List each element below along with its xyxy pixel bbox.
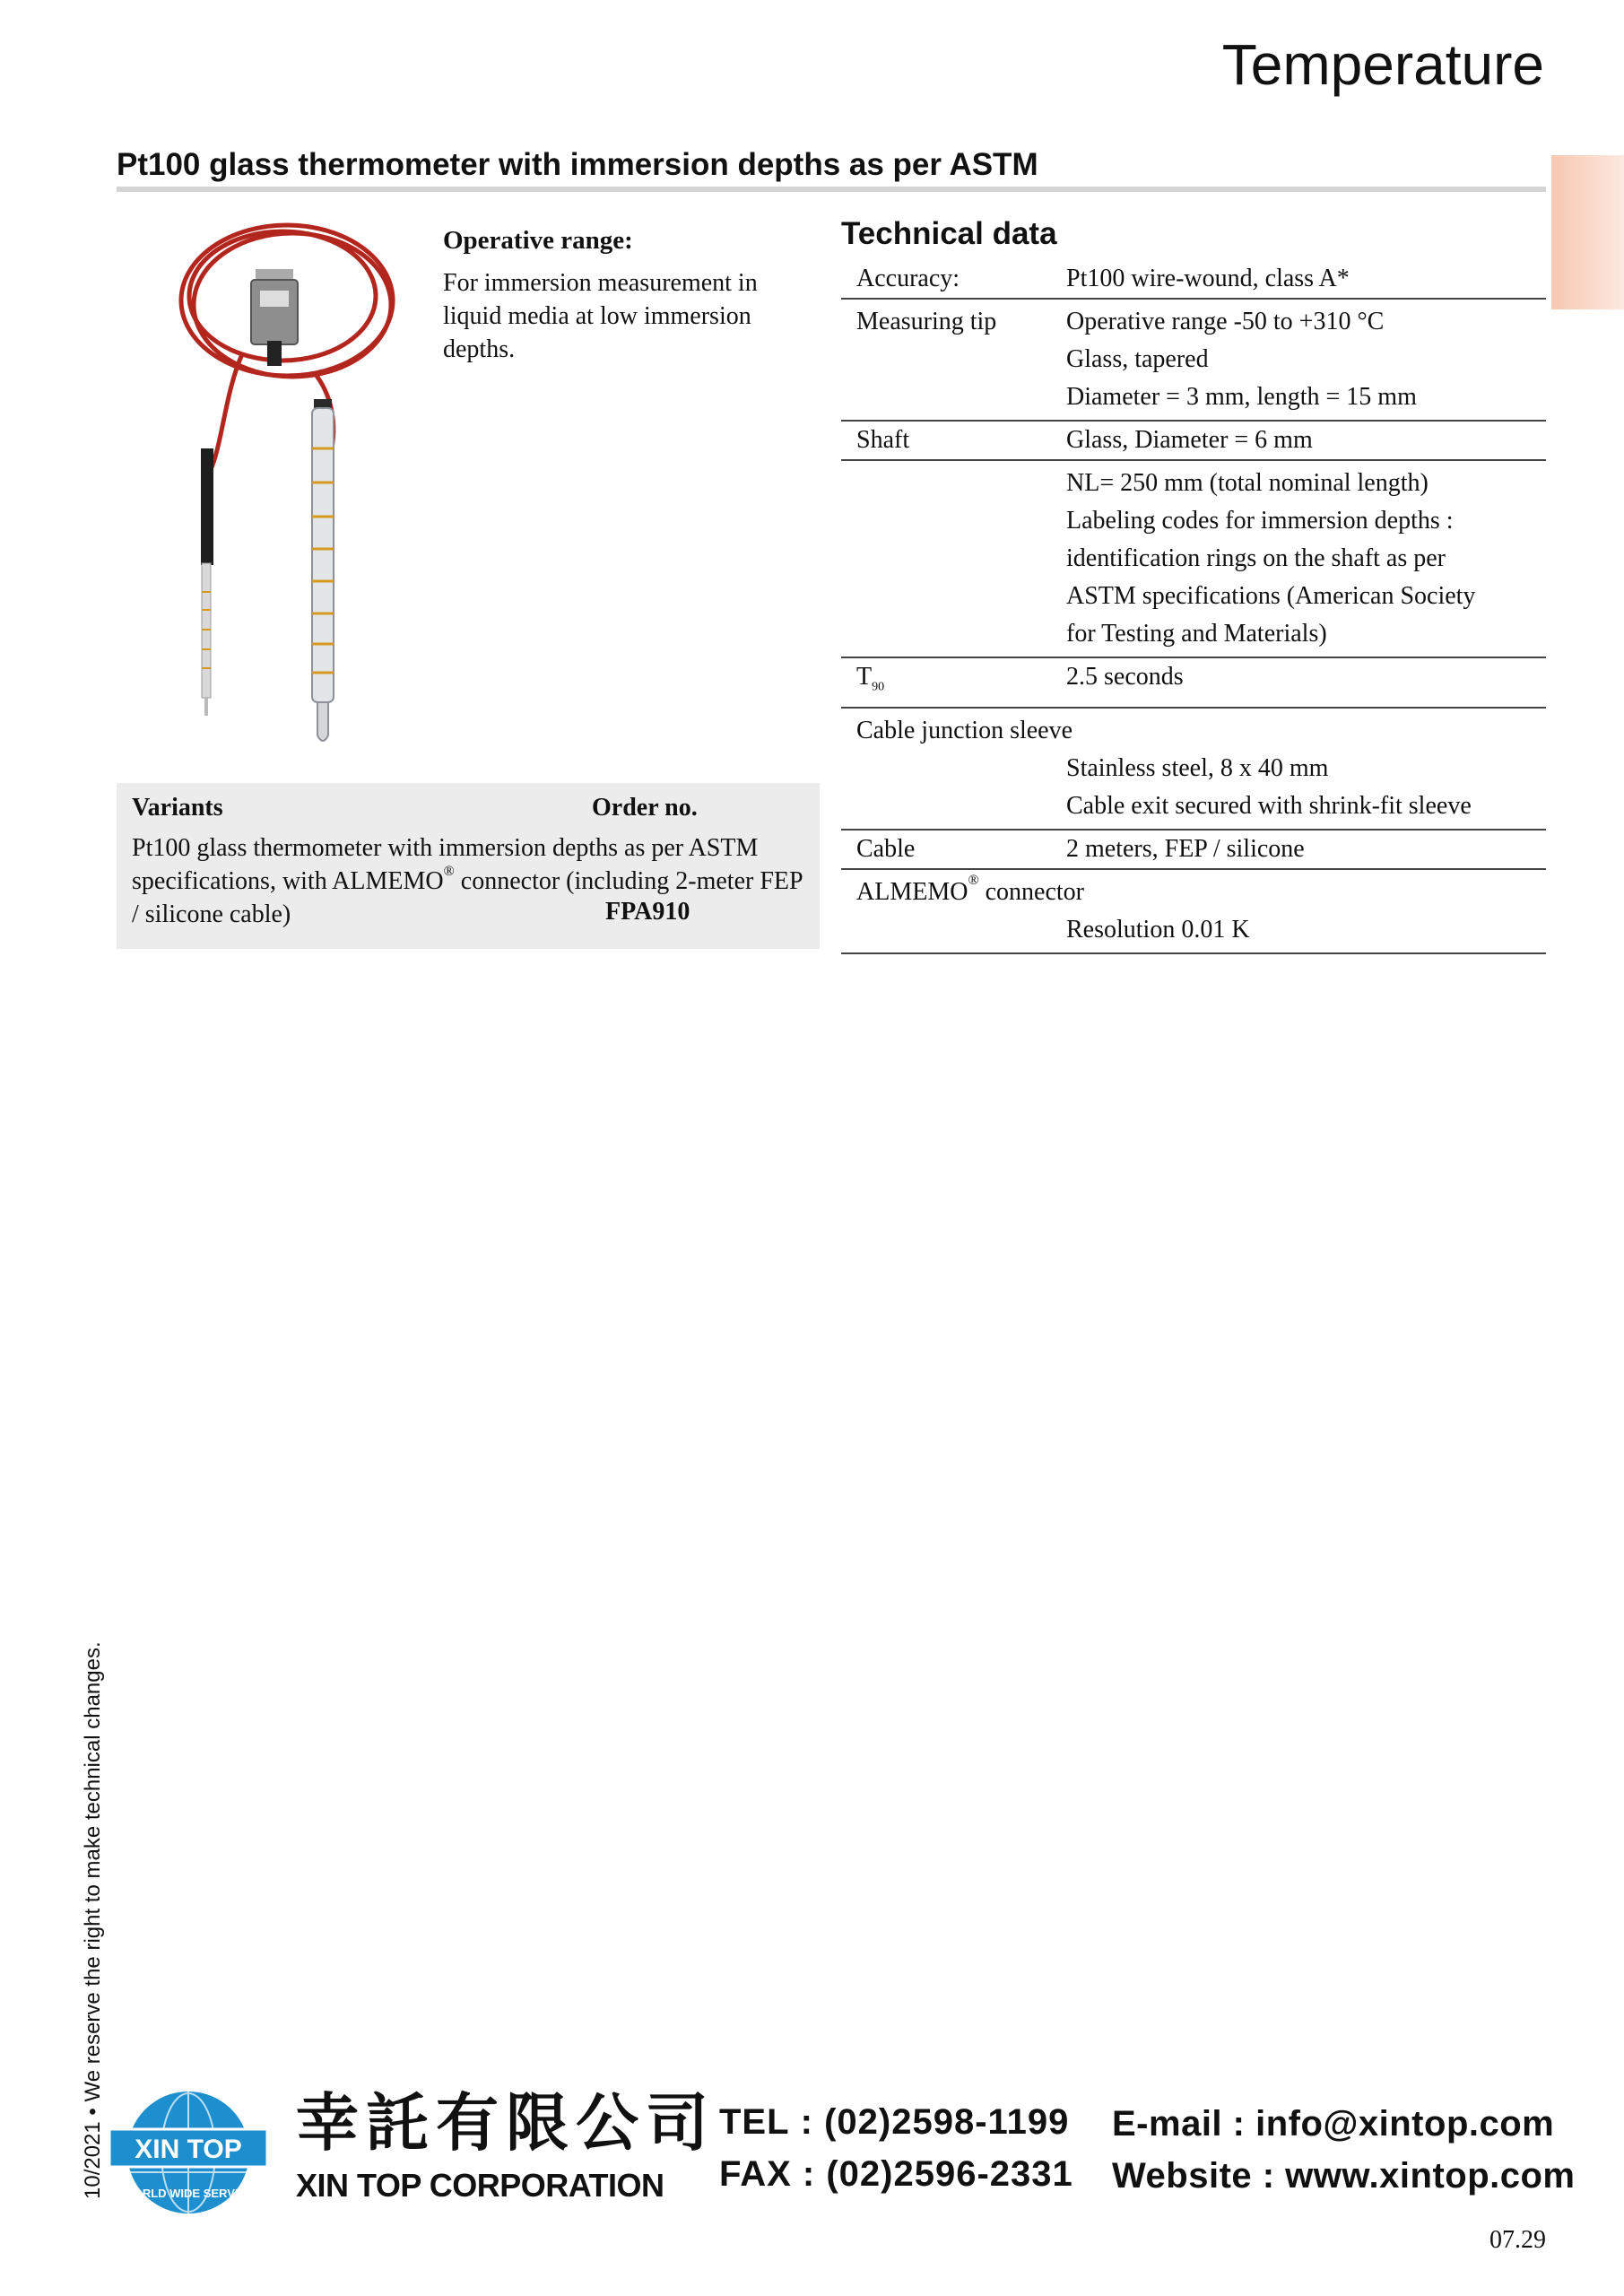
company-name-chinese: 幸託有限公司 — [296, 2088, 716, 2158]
page-number: 07.29 — [1489, 2226, 1546, 2254]
measuring-tip-label: Measuring tip — [841, 299, 1066, 421]
section-tab — [1551, 155, 1624, 309]
measuring-tip-value: Operative range -50 to +310 °C Glass, tapered Diameter = 3 mm, length = 15 mm — [1066, 299, 1546, 421]
technical-data-table — [841, 260, 1546, 954]
operative-range-heading: Operative range: — [443, 226, 633, 255]
table-row — [841, 708, 1546, 830]
logo-ring-text: WORLD WIDE SERVICE — [122, 2187, 255, 2200]
cable-junction-sleeve: Cable junction sleeve Stainless steel, 8 x 40 mm Cable exit secured with shrink-fit sleeve — [841, 708, 1546, 830]
email: E-mail : info@xintop.com — [1112, 2104, 1555, 2144]
t90-value: 2.5 seconds — [1066, 657, 1546, 708]
accuracy-value: Pt100 wire-wound, class A* — [1066, 260, 1546, 299]
order-no-heading: Order no. — [592, 794, 698, 822]
table-row — [841, 830, 1546, 869]
cable-junction-label: Cable junction sleeve — [856, 716, 1073, 744]
title-divider — [117, 187, 1546, 192]
technical-data-heading: Technical data — [841, 216, 1057, 251]
connector-label: ALMEMO® connector — [856, 872, 1084, 906]
order-number: FPA910 — [605, 898, 690, 926]
operative-range-text: For immersion measurement in liquid media at low immersion depths. — [443, 269, 758, 363]
table-row — [841, 460, 1546, 657]
table-row — [841, 657, 1546, 708]
fax: FAX : (02)2596-2331 — [719, 2154, 1073, 2194]
side-note: 10/2021 • We reserve the right to make technical changes. — [81, 1641, 105, 2199]
variant-description: Pt100 glass thermometer with immersion depths as per ASTM specifications, with ALMEMO® connector (including 2-meter FEP / silicone cable) — [132, 834, 803, 928]
t90-label: $T_{90}$ — [841, 657, 1066, 708]
website: Website : www.xintop.com — [1112, 2156, 1576, 2196]
cable-label: Cable — [841, 830, 1066, 869]
table-row — [841, 421, 1546, 460]
category-title: Temperature — [1221, 32, 1544, 97]
company-name-english: XIN TOP CORPORATION — [296, 2167, 664, 2204]
table-row — [841, 869, 1546, 953]
table-row — [841, 260, 1546, 299]
shaft-value: Glass, Diameter = 6 mm — [1066, 421, 1546, 460]
xintop-logo — [109, 2088, 267, 2217]
table-row — [841, 299, 1546, 421]
shaft-label: Shaft — [841, 421, 1066, 460]
telephone: TEL : (02)2598-1199 — [719, 2102, 1070, 2142]
accuracy-label: Accuracy: — [841, 260, 1066, 299]
logo-text: XIN TOP — [135, 2135, 242, 2164]
almemo-connector: ALMEMO® connector Resolution 0.01 K — [841, 869, 1546, 953]
nominal-length-value: NL= 250 mm (total nominal length) Labeling codes for immersion depths : identification rings on the shaft as per ASTM specifications (American Society for Testing and Materials) — [1066, 460, 1546, 657]
product-title: Pt100 glass thermometer with immersion depths as per ASTM — [117, 147, 1038, 182]
cable-value: 2 meters, FEP / silicone — [1066, 830, 1546, 869]
variants-box — [117, 783, 820, 949]
product-image — [152, 215, 421, 753]
variants-heading: Variants — [132, 794, 223, 822]
